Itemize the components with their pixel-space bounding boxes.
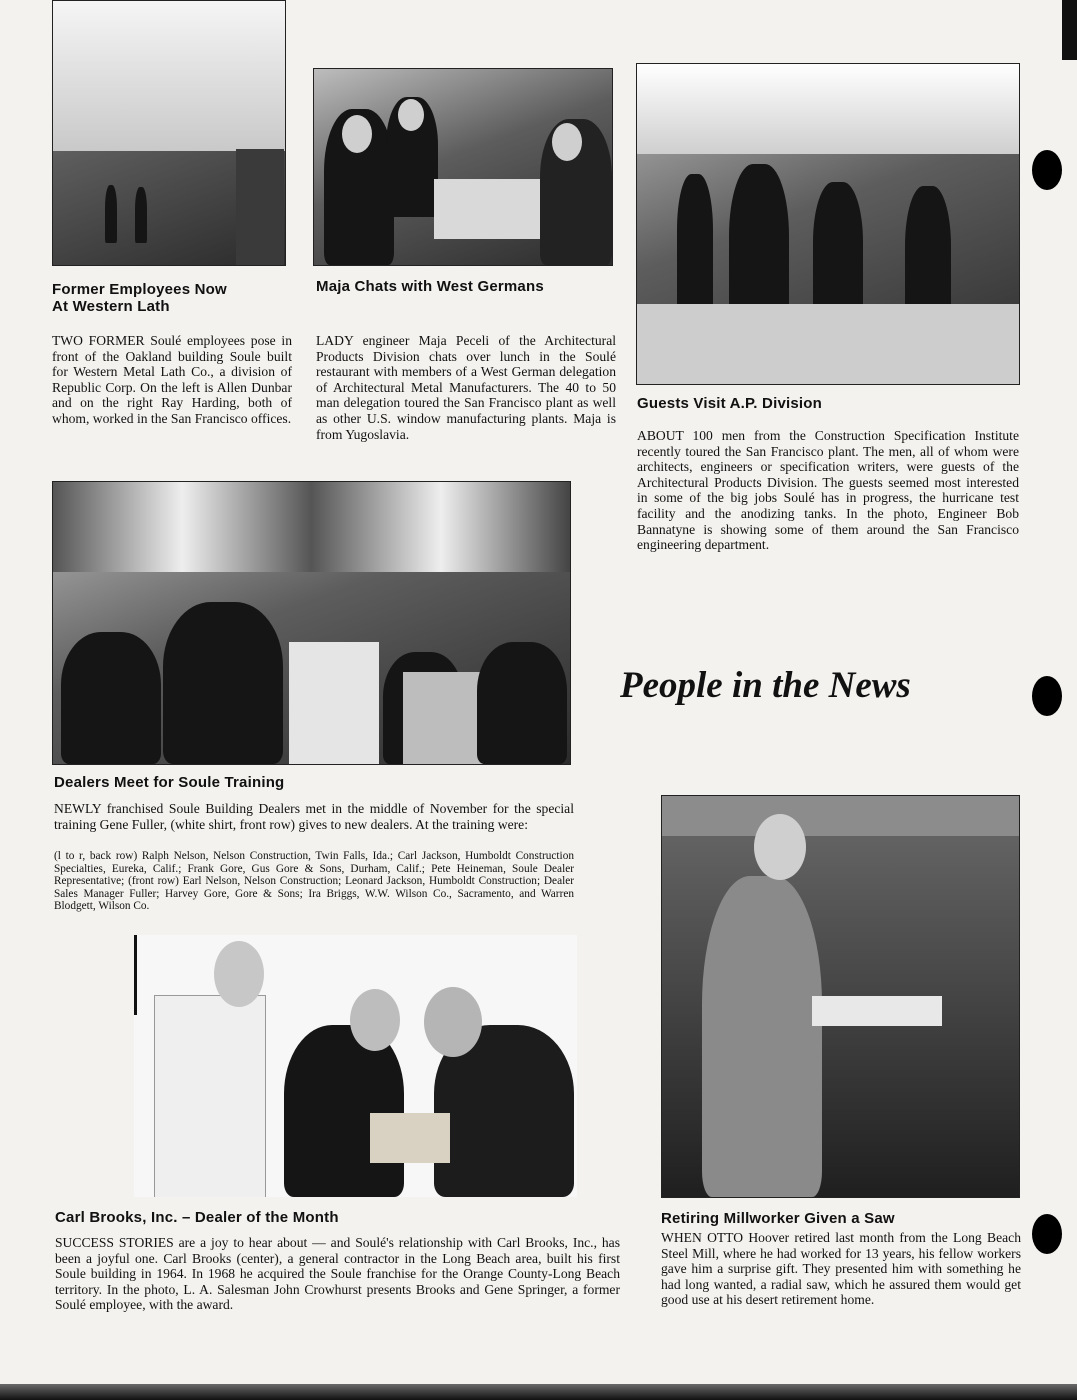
headline-carl-brooks: Carl Brooks, Inc. – Dealer of the Month <box>55 1209 339 1226</box>
story-maja: LADY engineer Maja Peceli of the Architectural Products Division chats over lunch in the Soulé restaurant with members of a West German delegation of Architectural Metal Manufacturers. The 40 to 50 man delegation toured the San Francisco plant as well as other U.S. window manufacturing plants. Maja is from Yugoslavia. <box>316 333 616 442</box>
binder-hole <box>1032 150 1062 190</box>
headline-dealers: Dealers Meet for Soule Training <box>54 774 285 791</box>
story-western-lath: TWO FORMER Soulé employees pose in front of the Oakland building Soule built for Western Metal Lath Co., a division of Republic Corp. On the left is Allen Dunbar and on the right Ray Harding, both of whom, worked in the San Francisco offices. <box>52 333 292 426</box>
page-edge-shadow <box>1062 0 1077 60</box>
headline-western-lath <box>52 281 292 315</box>
photo-carl-brooks-award <box>134 935 577 1197</box>
headline-guests: Guests Visit A.P. Division <box>637 395 822 412</box>
photo-western-lath-building <box>52 0 286 266</box>
headline-maja: Maja Chats with West Germans <box>316 278 544 295</box>
binder-hole <box>1032 676 1062 716</box>
story-dealers-roster: (l to r, back row) Ralph Nelson, Nelson Construction, Twin Falls, Ida.; Carl Jackson, Humboldt Construction Specialties, Eureka, Calif.; Frank Gore, Gus Gore & Sons, Durham, Calif.; Pete Heineman, Soule Dealer Representative; (front row) Earl Nelson, Nelson Construction; Leonard Jackson, Humboldt Construction; Dealer Sales Manager Fuller; Harvey Gore, Gore & Sons; Ira Briggs, W.W. Wilson Co., Sacramento, and Warren Blodgett, Wilson Co. <box>54 850 574 913</box>
story-carl-brooks: SUCCESS STORIES are a joy to hear about — and Soulé's relationship with Carl Brooks, Inc., has been a joyful one. Carl Brooks (center), a general contractor in the Long Beach area, built his first Soule building in 1964. In 1968 he acquired the Soule franchise for the Orange County-Long Beach territory. In the photo, L. A. Salesman John Crowhurst presents Brooks and Gene Springer, a former Soulé employee, with the award. <box>55 1235 620 1313</box>
headline-millworker: Retiring Millworker Given a Saw <box>661 1210 895 1227</box>
story-dealers: NEWLY franchised Soule Building Dealers met in the middle of November for the special training Gene Fuller, (white shirt, front row) gives to new dealers. At the training were: <box>54 801 574 832</box>
photo-retiring-millworker <box>661 795 1020 1198</box>
photo-guests-visit <box>636 63 1020 385</box>
page-edge-shadow <box>0 1384 1077 1400</box>
photo-maja-lunch <box>313 68 613 266</box>
headline-line: At Western Lath <box>52 298 170 315</box>
headline-line: Former Employees Now <box>52 281 227 298</box>
binder-hole <box>1032 1214 1062 1254</box>
photo-dealers-group <box>52 481 571 765</box>
page-banner: People in the News <box>620 665 911 706</box>
story-guests: ABOUT 100 men from the Construction Specification Institute recently toured the San Francisco plant. The men, all of whom were architects, engineers or specification writers, were guests of the Architectural Products Division. The guests seemed most interested in some of the big jobs Soulé has in progress, the hurricane test facility and the anodizing tanks. In the photo, Engineer Bob Bannatyne is showing some of them around the San Francisco engineering department. <box>637 428 1019 553</box>
story-millworker: WHEN OTTO Hoover retired last month from the Long Beach Steel Mill, where he had worked for 13 years, his fellow workers gave him a surprise gift. They presented him with something he had long wanted, a radial saw, which he assured them would get good use at his desert retirement home. <box>661 1230 1021 1308</box>
